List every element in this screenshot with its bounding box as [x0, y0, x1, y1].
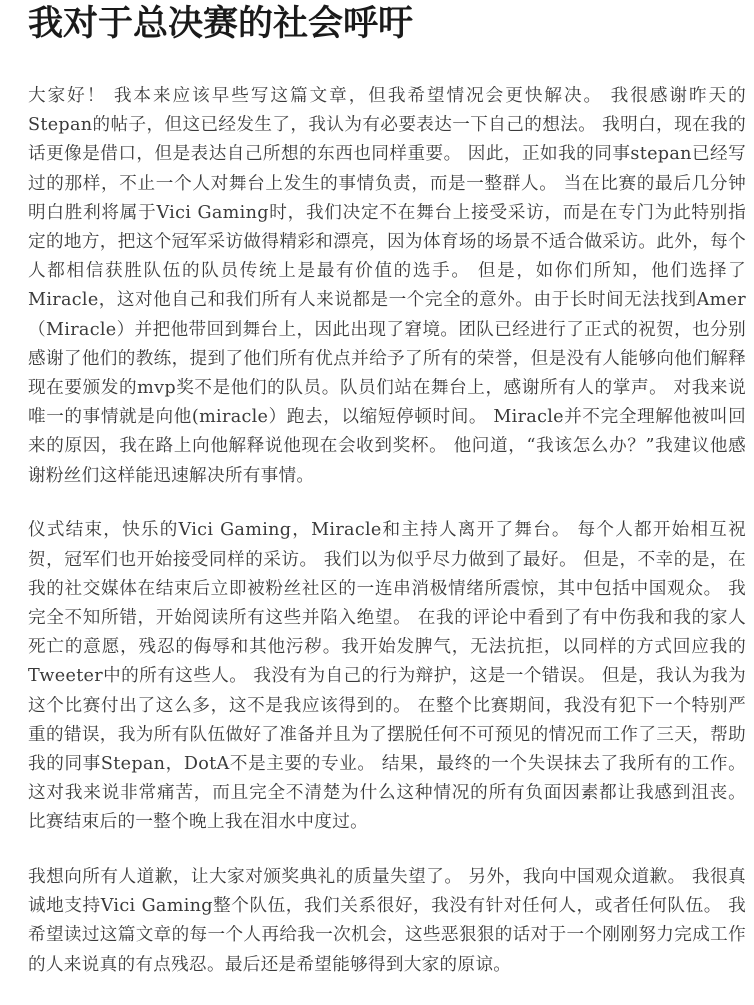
article-body [28, 82, 746, 980]
article-paragraph-2: 仪式结束，快乐的Vici Gaming，Miracle和主持人离开了舞台。 每个人都开始相互祝贺，冠军们也开始接受同样的采访。 我们以为似乎尽力做到了最好。 但是，不幸的是，在我的社交媒体在结束后立即被粉丝社区的一连串消极情绪所震惊，其中包括中国观众。 我完全不知所错，开始阅读所有这些并陷入绝望。 在我的评论中看到了有中伤我和我的家人死亡的意愿，残忍的侮辱和其他污秽。我开始发脾气，无法抗拒，以同样的方式回应我的Tweeter中的所有这些人。 我没有为自己的行为辩护，这是一个错误。 但是，我认为我为这个比赛付出了这么多，这不是我应该得到的。 在整个比赛期间，我没有犯下一个特别严重的错误，我为所有队伍做好了准备并且为了摆脱任何不可预见的情况而工作了三天，帮助我的同事Stepan，DotA不是主要的专业。 结果，最终的一个失误抹去了我所有的工作。 这对我来说非常痛苦，而且完全不清楚为什么这种情况的所有负面因素都让我感到沮丧。 比赛结束后的一整个晚上我在泪水中度过。 [28, 520, 746, 833]
article-title: 我对于总决赛的社会呼吁 [28, 4, 414, 44]
article [28, 0, 746, 1005]
article-paragraph-3: 我想向所有人道歉，让大家对颁奖典礼的质量失望了。 另外，我向中国观众道歉。 我很真诚地支持Vici Gaming整个队伍，我们关系很好，我没有针对任何人，或者任何队伍。 我希望读过这篇文章的每一个人再给我一次机会，这些恶狠狠的话对于一个刚刚努力完成工作的人来说真的有点残忍。最后还是希望能够得到大家的原谅。 [28, 867, 746, 975]
article-paragraph-1: 大家好！ 我本来应该早些写这篇文章，但我希望情况会更快解决。 我很感谢昨天的Stepan的帖子，但这已经发生了，我认为有必要表达一下自己的想法。 我明白，现在我的话更像是借口，但是表达自己所想的东西也同样重要。 因此，正如我的同事stepan已经写过的那样，不止一个人对舞台上发生的事情负责，而是一整群人。 当在比赛的最后几分钟明白胜利将属于Vici Gaming时，我们决定不在舞台上接受采访，而是在专门为此特别指定的地方，把这个冠军采访做得精彩和漂亮，因为体育场的场景不适合做采访。此外，每个人都相信获胜队伍的队员传统上是最有价值的选手。 但是，如你们所知，他们选择了Miracle，这对他自己和我们所有人来说都是一个完全的意外。由于长时间无法找到Amer（Miracle）并把他带回到舞台上，因此出现了窘境。团队已经进行了正式的祝贺，也分别感谢了他们的教练，提到了他们所有优点并给予了所有的荣誉，但是没有人能够向他们解释现在要颁发的mvp奖不是他们的队员。队员们站在舞台上，感谢所有人的掌声。 对我来说唯一的事情就是向他(miracle）跑去，以缩短停顿时间。 Miracle并不完全理解他被叫回来的原因，我在路上向他解释说他现在会收到奖杯。 他问道，“我该怎么办？”我建议他感谢粉丝们这样能迅速解决所有事情。 [28, 86, 746, 486]
